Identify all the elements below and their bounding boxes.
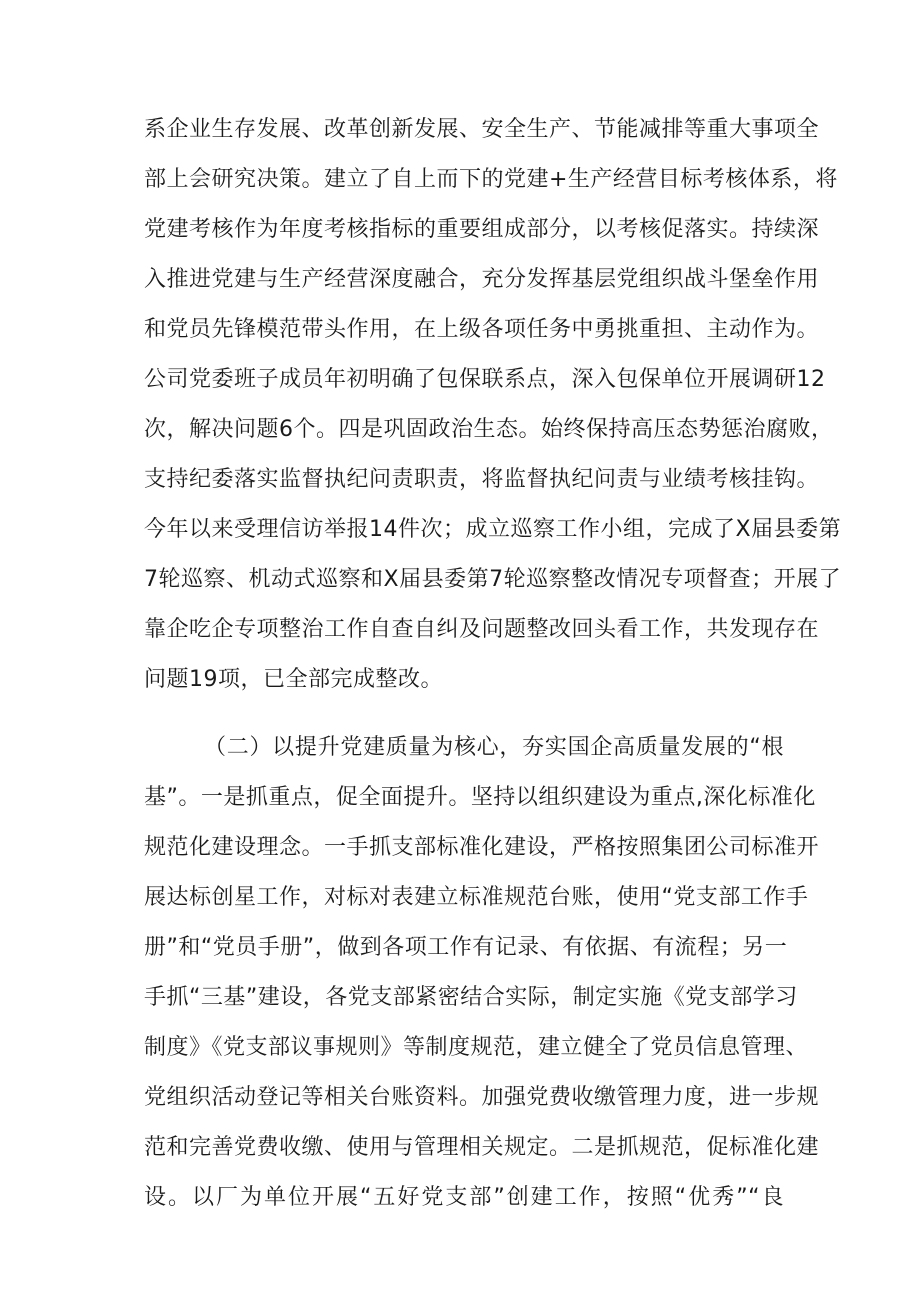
- paragraph-2-line-4: 展达标创星工作，对标对表建立标准规范台账，使用“党支部工作手: [144, 885, 809, 910]
- paragraph-2-line-5: 册”和“党员手册”，做到各项工作有记录、有依据、有流程；另一: [144, 935, 788, 960]
- paragraph-1-line-12: 问题19项，已全部完成整改。: [144, 667, 443, 692]
- paragraph-2-line-10: 设。以厂为单位开展“五好党支部”创建工作，按照“优秀”“良: [144, 1185, 784, 1210]
- paragraph-1-line-9: 今年以来受理信访举报14件次；成立巡察工作小组，完成了X届县委第: [144, 517, 842, 542]
- paragraph-1-line-8: 支持纪委落实监督执纪问责职责，将监督执纪问责与业绩考核挂钩。: [144, 467, 820, 492]
- paragraph-1-line-3: 党建考核作为年度考核指标的重要组成部分，以考核促落实。持续深: [144, 217, 820, 242]
- paragraph-1-line-4: 入推进党建与生产经营深度融合，充分发挥基层党组织战斗堡垒作用: [144, 267, 820, 292]
- paragraph-1-line-6: 公司党委班子成员年初明确了包保联系点，深入包保单位开展调研12: [144, 367, 826, 392]
- paragraph-1-line-5: 和党员先锋模范带头作用，在上级各项任务中勇挑重担、主动作为。: [144, 317, 820, 342]
- paragraph-1-line-10: 7轮巡察、机动式巡察和X届县委第7轮巡察整改情况专项督查；开展了: [144, 567, 842, 592]
- paragraph-1-line-7: 次，解决问题6个。四是巩固政治生态。始终保持高压态势惩治腐败，: [144, 417, 834, 442]
- paragraph-1-line-1: 系企业生存发展、改革创新发展、安全生产、节能减排等重大事项全: [144, 117, 820, 142]
- paragraph-1-line-2: 部上会研究决策。建立了自上而下的党建+生产经营目标考核体系，将: [144, 167, 838, 192]
- paragraph-2-line-3: 规范化建设理念。一手抓支部标准化建设，严格按照集团公司标准开: [144, 835, 820, 860]
- paragraph-1-line-11: 靠企吃企专项整治工作自查自纠及问题整改回头看工作，共发现存在: [144, 617, 820, 642]
- paragraph-2-heading-line: （二）以提升党建质量为核心，夯实国企高质量发展的“根: [204, 735, 784, 760]
- paragraph-2-line-8: 党组织活动登记等相关台账资料。加强党费收缴管理力度，进一步规: [144, 1085, 820, 1110]
- paragraph-2-line-7: 制度》《党支部议事规则》等制度规范，建立健全了党员信息管理、: [144, 1035, 809, 1060]
- paragraph-2-line-6: 手抓“三基”建设，各党支部紧密结合实际，制定实施《党支部学习: [144, 985, 798, 1010]
- paragraph-2-line-2: 基”。一是抓重点，促全面提升。坚持以组织建设为重点,深化标准化: [144, 785, 816, 810]
- paragraph-2-line-9: 范和完善党费收缴、使用与管理相关规定。二是抓规范，促标准化建: [144, 1135, 820, 1160]
